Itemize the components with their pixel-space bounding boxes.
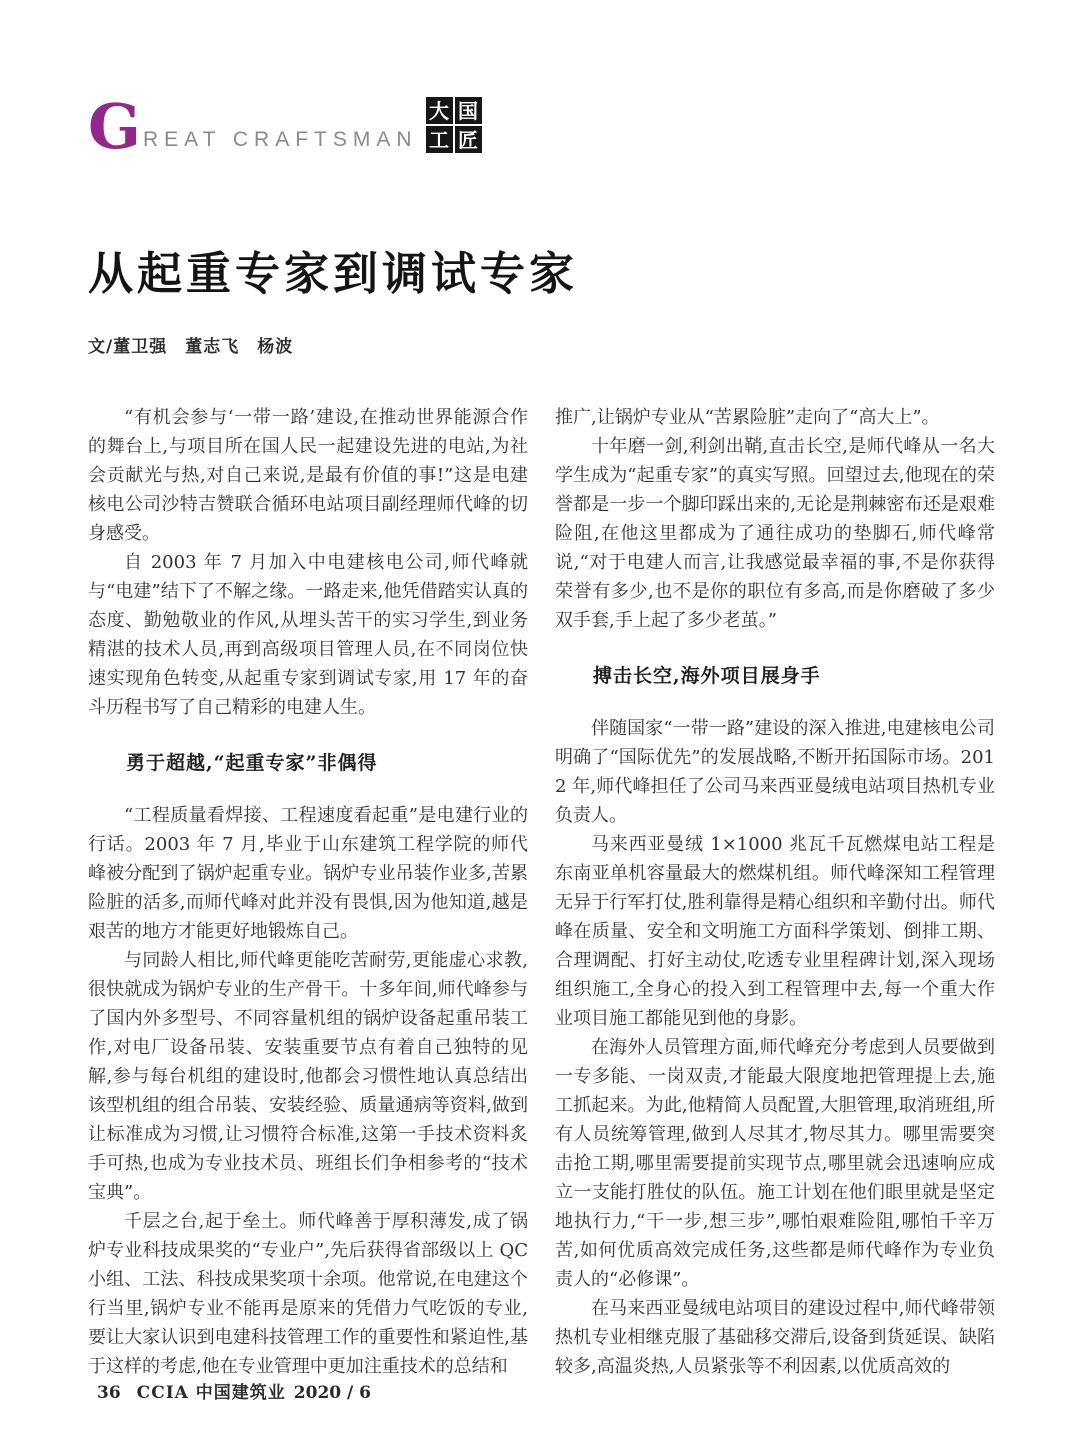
daguo-gongjiang-logo	[426, 97, 482, 153]
logo-char-gong: 工	[426, 126, 453, 153]
logo-char-da: 大	[426, 97, 453, 124]
masthead	[88, 90, 995, 163]
left-column	[88, 403, 528, 1381]
paragraph-awards: 千层之台,起于垒土。师代峰善于厚积薄发,成了锅炉专业科技成果奖的“专业户”,先后获得省部级以上 QC 小组、工法、科技成果奖项十余项。他常说,在电建这个行当里,锅炉专业不能再是原来的凭借力气吃饭的专业,要让大家认识到电建科技管理工作的重要性和紧迫性,基于这样的考虑,他在专业管理中更加注重技术的总结和	[88, 1211, 528, 1377]
paragraph-continuation: 推广,让锅炉专业从“苦累险脏”走向了“高大上”。	[555, 407, 940, 428]
brand-name: REAT CRAFTSMAN	[142, 128, 418, 151]
article-body	[88, 403, 995, 1381]
article-title: 从起重专家到调试专家	[88, 247, 579, 300]
logo-char-guo: 国	[455, 97, 482, 124]
paragraph-overcome-difficulties: 在马来西亚曼绒电站项目的建设过程中,师代峰带领热机专业相继克服了基础移交滞后,设备到货延误、缺陷较多,高温炎热,人员紧张等不利因素,以优质高效的	[555, 1298, 995, 1377]
paragraph-belt-road: 伴随国家“一带一路”建设的深入推进,电建核电公司明确了“国际优先”的发展战略,不断开拓国际市场。2012 年,师代峰担任了公司马来西亚曼绒电站项目热机专业负责人。	[555, 718, 995, 826]
page-footer	[97, 1378, 371, 1403]
journal-name: CCIA 中国建筑业	[136, 1383, 286, 1403]
paragraph-boiler-assignment: “工程质量看焊接、工程速度看起重”是电建行业的行话。2003 年 7 月,毕业于山东建筑工程学院的师代峰被分配到了锅炉起重专业。锅炉专业吊装作业多,苦累险脏的活多,而师代峰对此并没有畏惧,因为他知道,越是艰苦的地方才能更好地锻炼自己。	[88, 805, 528, 942]
issue-number: 2020 / 6	[293, 1383, 371, 1403]
page-number: 36	[97, 1383, 121, 1403]
section-heading-overseas: 搏击长空,海外项目展身手	[593, 665, 821, 687]
paragraph-personnel-management: 在海外人员管理方面,师代峰充分考虑到人员要做到一专多能、一岗双责,才能最大限度地把管理提上去,施工抓起来。为此,他精简人员配置,大胆管理,取消班组,所有人员统筹管理,做到人尽其才,物尽其力。哪里需要突击抢工期,哪里需要提前实现节点,哪里就会迅速响应成立一支能打胜仗的队伍。施工计划在他们眼里就是坚定地执行力,“干一步,想三步”,哪怕艰难险阻,哪怕千辛万苦,如何优质高效完成任务,这些都是师代峰作为专业负责人的“必修课”。	[555, 1037, 995, 1290]
byline: 文/董卫强 董志飞 杨波	[88, 337, 294, 357]
paragraph-quote-intro: “有机会参与‘一带一路’建设,在推动世界能源合作的舞台上,与项目所在国人民一起建设先进的电站,为社会贡献光与热,对自己来说,是最有价值的事!”这是电建核电公司沙特吉赞联合循环电站项目副经理师代峰的切身感受。	[88, 407, 528, 544]
paragraph-technical-treasure: 与同龄人相比,师代峰更能吃苦耐劳,更能虚心求教,很快就成为锅炉专业的生产骨干。十多年间,师代峰参与了国内外多型号、不同容量机组的锅炉设备起重吊装工作,对电厂设备吊装、安装重要节点有着自己独特的见解,参与每台机组的建设时,他都会习惯性地认真总结出该型机组的组合吊装、安装经验、质量通病等资料,做到让标准成为习惯,让习惯符合标准,这第一手技术资料炙手可热,也成为专业技术员、班组长们争相参考的“技术宝典”。	[88, 950, 528, 1203]
brand-initial-g: G	[88, 90, 141, 163]
paragraph-ten-years: 十年磨一剑,利剑出鞘,直击长空,是师代峰从一名大学生成为“起重专家”的真实写照。回望过去,他现在的荣誉都是一步一个脚印踩出来的,无论是荆棘密布还是艰难险阻,在他这里都成为了通往成功的垫脚石,师代峰常说,“对于电建人而言,让我感觉最幸福的事,不是你获得荣誉有多少,也不是你的职位有多高,而是你磨破了多少双手套,手上起了多少老茧。”	[555, 436, 995, 631]
paragraph-manjung-project: 马来西亚曼绒 1×1000 兆瓦千瓦燃煤电站工程是东南亚单机容量最大的燃煤机组。师代峰深知工程管理无异于行军打仗,胜利靠得是精心组织和辛勤付出。师代峰在质量、安全和文明施工方面科学策划、倒排工期、合理调配、打好主动仗,吃透专业里程碑计划,深入现场组织施工,全身心的投入到工程管理中去,每一个重大作业项目施工都能见到他的身影。	[555, 834, 995, 1029]
logo-char-jiang: 匠	[455, 126, 482, 153]
paragraph-career-summary: 自 2003 年 7 月加入中电建核电公司,师代峰就与“电建”结下了不解之缘。一路走来,他凭借踏实认真的态度、勤勉敬业的作风,从埋头苦干的实习学生,到业务精湛的技术人员,再到高级项目管理人员,在不同岗位快速实现角色转变,从起重专家到调试专家,用 17 年的奋斗历程书写了自己精彩的电建人生。	[88, 552, 528, 718]
section-heading-lifting-expert: 勇于超越,“起重专家”非偶得	[126, 752, 378, 774]
right-column	[555, 403, 995, 1381]
